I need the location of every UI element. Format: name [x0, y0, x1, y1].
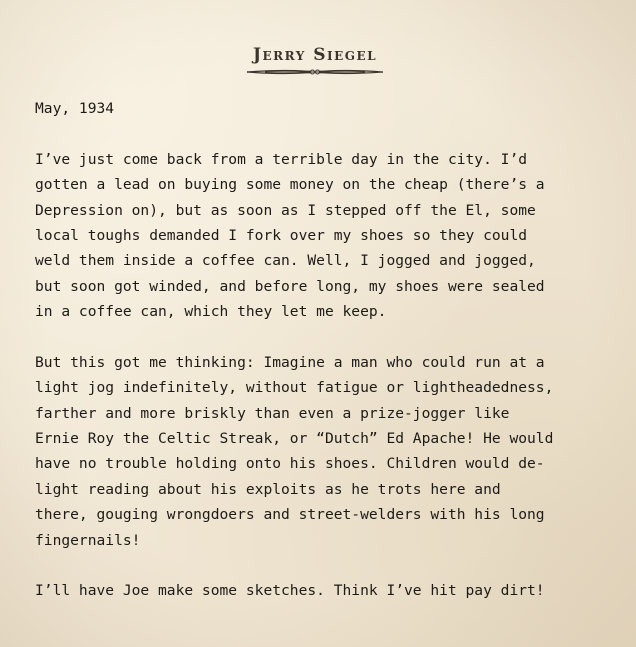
text-line: in a coffee can, which they let me keep.: [35, 303, 387, 321]
text-line: Ernie Roy the Celtic Streak, or “Dutch” Ed Apache! He would: [35, 430, 554, 448]
text-line: but soon got winded, and before long, my shoes were sealed: [35, 277, 545, 295]
paragraph-2: [35, 350, 615, 553]
text-line: I’ve just come back from a terrible day in the city. I’d: [35, 150, 528, 168]
paragraph-spacer: [35, 121, 615, 146]
author-name: Jerry Siegel: [252, 45, 378, 65]
text-line: farther and more briskly than even a prize-jogger like: [35, 404, 510, 422]
letterhead: [0, 45, 630, 76]
paragraph-3: [35, 578, 615, 603]
text-line: I’ll have Joe make some sketches. Think I’ve hit pay dirt!: [35, 582, 545, 600]
text-line: local toughs demanded I fork over my shoes so they could: [35, 226, 528, 244]
flourish-divider-icon: [245, 68, 385, 76]
text-line: But this got me thinking: Imagine a man who could run at a: [35, 353, 545, 371]
paragraph-spacer: [35, 553, 615, 578]
text-line: gotten a lead on buying some money on the cheap (there’s a: [35, 176, 545, 194]
text-line: weld them inside a coffee can. Well, I jogged and jogged,: [35, 252, 536, 270]
text-line: light reading about his exploits as he trots here and: [35, 480, 501, 498]
text-line: there, gouging wrongdoers and street-welders with his long: [35, 506, 545, 524]
paragraph-1: [35, 147, 615, 325]
text-line: Depression on), but as soon as I stepped off the El, some: [35, 201, 536, 219]
text-line: have no trouble holding onto his shoes. Children would de-: [35, 455, 545, 473]
letter-date: May, 1934: [35, 100, 115, 117]
paragraph-spacer: [35, 325, 615, 350]
text-line: light jog indefinitely, without fatigue or lightheadedness,: [35, 379, 554, 397]
text-line: fingernails!: [35, 531, 141, 549]
letter-body: [35, 96, 615, 604]
